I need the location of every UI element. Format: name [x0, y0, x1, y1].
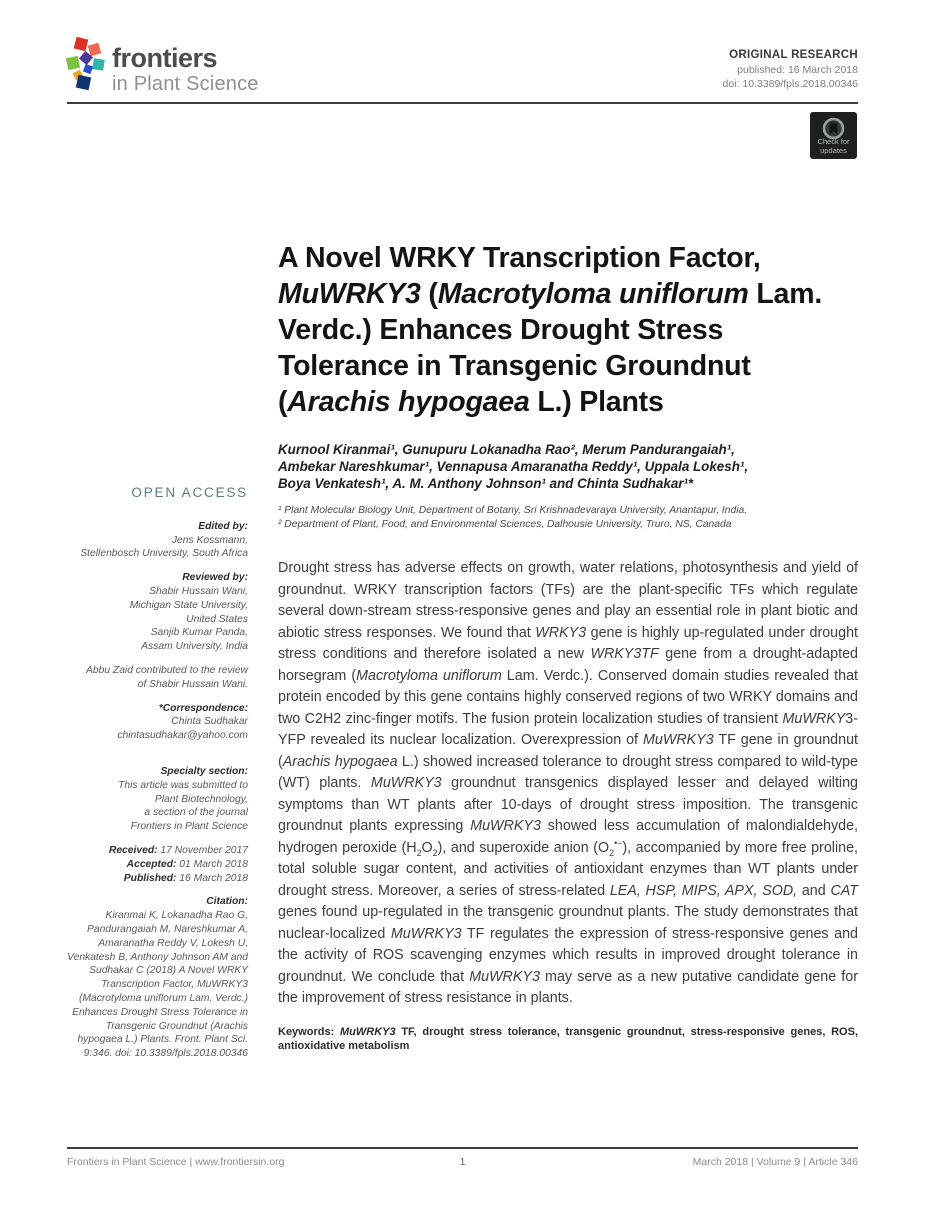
specialty-lines: This article was submitted to Plant Biotechnology, a section of the journal Frontiers in Plant Science	[118, 779, 248, 833]
specialty-section-block	[67, 765, 248, 834]
logo-journal-subtitle: in Plant Science	[112, 73, 259, 95]
article-title: A Novel WRKY Transcription Factor, MuWRKY3 (Macrotyloma uniflorum Lam. Verdc.) Enhances Drought Stress Tolerance in Transgenic Groundnut (Arachis hypogaea L.) Plants	[278, 242, 823, 418]
accepted-label: Accepted:	[126, 858, 177, 870]
page-number: 1	[459, 1156, 466, 1168]
article-type-label: ORIGINAL RESEARCH	[729, 49, 858, 61]
received-date: 17 November 2017	[157, 844, 248, 856]
header-divider	[67, 102, 858, 104]
received-label: Received:	[108, 844, 158, 856]
edited-by-block	[67, 520, 248, 561]
published-label: Published:	[123, 872, 177, 884]
edited-by-label: Edited by:	[198, 520, 248, 532]
specialty-section-label: Specialty section:	[160, 765, 248, 777]
edited-by-lines: Jens Kossmann, Stellenbosch University, South Africa	[80, 534, 248, 560]
reviewed-by-label: Reviewed by:	[182, 572, 248, 584]
affiliation-list: ¹ Plant Molecular Biology Unit, Department of Botany, Sri Krishnadevaraya University, Anantapur, India, ² Department of Plant, Food, and Environmental Sciences, Dalhousie University, Truro, NS, Canada	[278, 505, 748, 530]
citation-text: Kiranmai K, Lokanadha Rao G, Pandurangaiah M, Nareshkumar A, Amaranatha Reddy V, Lokesh U, Venkatesh B, Anthony Johnson AM and Sudhakar C (2018) A Novel WRKY Transcription Factor, MuWRKY3 (Macrotyloma uniflorum Lam. Verdc.) Enhances Drought Stress Tolerance in Transgenic Groundnut (Arachis hypogaea L.) Plants. Front. Plant Sci. 9:346. doi: 10.3389/fpls.2018.00346	[67, 910, 248, 1060]
correspondence-name: Chinta Sudhakar	[171, 716, 248, 728]
contribution-lines: Abbu Zaid contributed to the review of Shabir Hussain Wani.	[86, 664, 248, 690]
accepted-date: 01 March 2018	[176, 858, 248, 870]
article-meta-sidebar	[67, 486, 248, 1071]
open-access-label: OPEN ACCESS	[131, 485, 248, 500]
author-list: Kurnool Kiranmai¹, Gunupuru Lokanadha Rao², Merum Pandurangaiah¹, Ambekar Nareshkumar¹, Vennapusa Amaranatha Reddy¹, Uppala Lokesh¹, Boya Venkatesh¹, A. M. Anthony Johnson¹ and Chinta Sudhakar¹*	[278, 442, 749, 491]
contribution-note	[67, 664, 248, 692]
reviewed-by-block	[67, 571, 248, 654]
badge-text-line2: updates	[820, 145, 847, 155]
dates-block	[67, 844, 248, 885]
frontiers-logo	[112, 44, 259, 95]
logo-journal-name: frontiers	[112, 43, 218, 73]
correspondence-label: *Correspondence:	[158, 702, 248, 714]
correspondence-email[interactable]: chintasudhakar@yahoo.com	[117, 730, 248, 742]
citation-block	[67, 895, 248, 1061]
citation-label: Citation:	[206, 896, 248, 908]
doi-link[interactable]: doi: 10.3389/fpls.2018.00346	[722, 78, 858, 90]
keywords-line: Keywords: MuWRKY3 TF, drought stress tolerance, transgenic groundnut, stress-responsive genes, ROS, antioxidative metabolism	[278, 1025, 859, 1052]
badge-text-line1: Check for	[817, 137, 850, 146]
correspondence-block	[67, 702, 248, 743]
abstract-text: Drought stress has adverse effects on growth, water relations, photosynthesis and yield of groundnut. WRKY transcription factors (TFs) are the plant-specific TFs which regulate several down-stream stress-responsive genes and play an essential role in plant biotic and abiotic stress responses. We found that WRKY3 gene is highly up-regulated under drought stress conditions and therefore isolated a new WRKY3TF gene from a drought-adapted horsegram (Macrotyloma uniflorum Lam. Verdc.). Conserved domain studies revealed that protein encoded by this gene contains highly conserved regions of two WRKY domains and two C2H2 zinc-finger motifs. The fusion protein localization studies of transient MuWRKY3-YFP revealed its nuclear localization. Overexpression of MuWRKY3 TF gene in groundnut (Arachis hypogaea L.) showed increased tolerance to drought stress compared to wild-type (WT) plants. MuWRKY3 groundnut transgenics displayed lesser and delayed wilting symptoms than WT plants after 10-days of drought stress imposition. The transgenic groundnut plants expressing MuWRKY3 showed less accumulation of malondialdehyde, hydrogen peroxide $(H_2O_2)$, and superoxide anion $(O_2^{•-})$, accompanied by more free proline, total soluble sugar content, and activities of antioxidant enzymes than WT plants under drought stress. Moreover, a series of stress-related LEA, HSP, MIPS, APX, SOD, and CAT genes found up-regulated in the transgenic groundnut plants. The study demonstrates that nuclear-localized MuWRKY3 TF regulates the expression of stress-responsive genes and the activity of ROS scavenging enzymes which results in improved drought tolerance in groundnut. We conclude that MuWRKY3 may serve as a new putative candidate gene for the improvement of stress resistance in plants.	[278, 560, 859, 1006]
article-main-column	[278, 240, 858, 1054]
published-date: published: 16 March 2018	[737, 64, 858, 76]
footer-divider	[67, 1147, 858, 1149]
footer-journal-url[interactable]: Frontiers in Plant Science | www.frontiersin.org	[67, 1156, 285, 1168]
check-for-updates-badge[interactable]	[810, 112, 857, 159]
frontiers-logo-icon	[66, 37, 110, 99]
reviewed-by-lines: Shabir Hussain Wani, Michigan State University, United States Sanjib Kumar Panda, Assam University, India	[129, 585, 248, 653]
footer-issue-info: March 2018 | Volume 9 | Article 346	[692, 1156, 858, 1168]
published-date-sidebar: 16 March 2018	[176, 872, 248, 884]
